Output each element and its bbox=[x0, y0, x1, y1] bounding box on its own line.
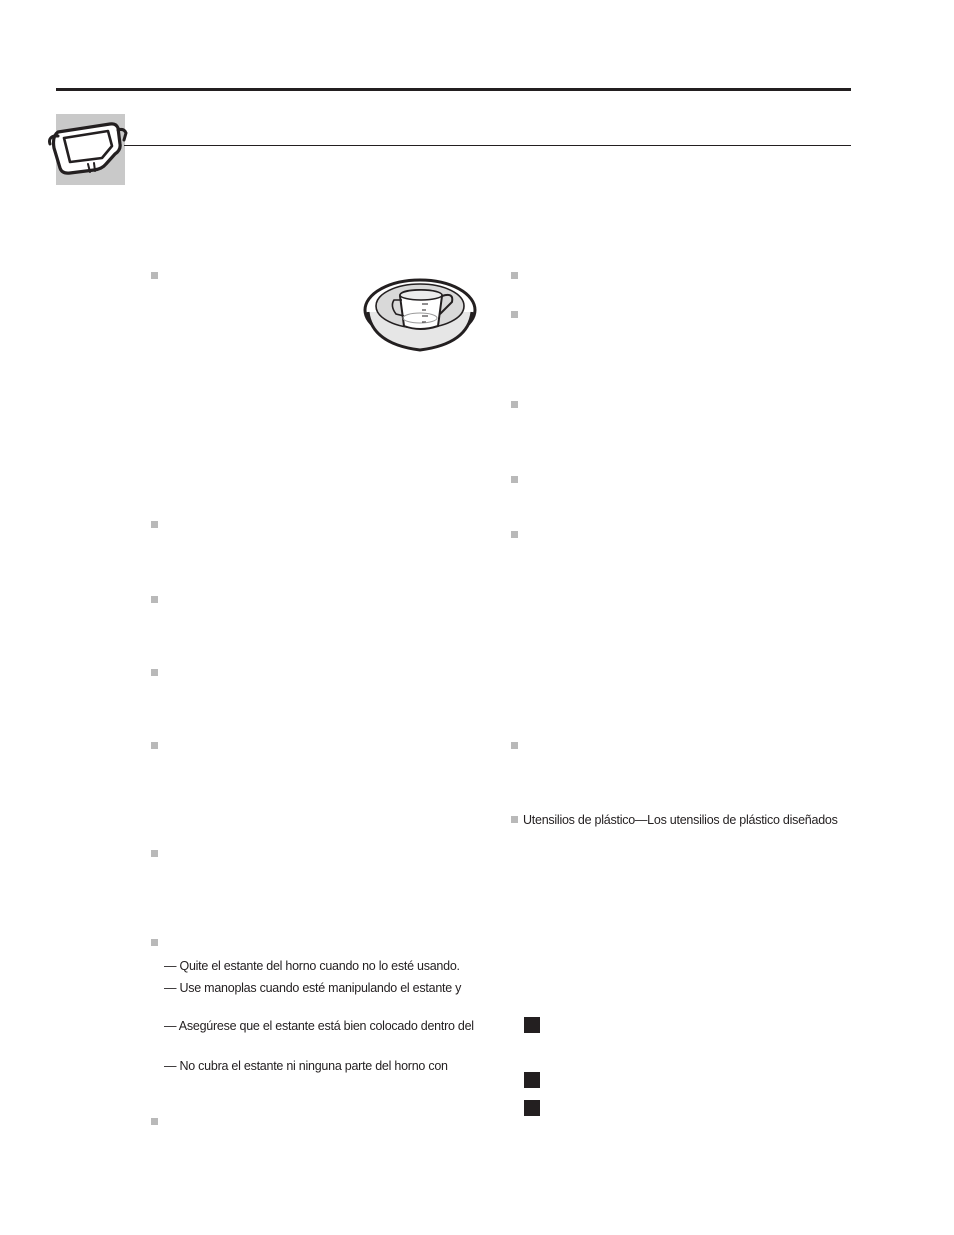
top-rule bbox=[56, 88, 851, 91]
rack-tip-do-not-cover: — No cubra el estante ni ninguna parte del horno con bbox=[164, 1059, 448, 1073]
step-marker bbox=[524, 1017, 540, 1033]
bullet-marker bbox=[511, 476, 518, 483]
plastic-utensils-text: Utensilios de plástico—Los utensilios de plástico diseñados bbox=[523, 813, 838, 827]
bullet-marker bbox=[151, 521, 158, 528]
bullet-marker bbox=[511, 272, 518, 279]
step-marker bbox=[524, 1072, 540, 1088]
rack-tip-remove-rack: — Quite el estante del horno cuando no lo esté usando. bbox=[164, 959, 460, 973]
section-rule bbox=[124, 145, 851, 146]
bullet-marker bbox=[511, 742, 518, 749]
bullet-marker bbox=[151, 596, 158, 603]
bullet-marker bbox=[151, 669, 158, 676]
bullet-marker bbox=[151, 742, 158, 749]
measuring-cup-in-bowl-icon bbox=[360, 274, 480, 356]
baking-dish-icon bbox=[48, 114, 132, 186]
bullet-marker bbox=[511, 531, 518, 538]
bullet-marker bbox=[511, 401, 518, 408]
bullet-marker bbox=[151, 272, 158, 279]
section-icon-box bbox=[56, 114, 125, 185]
bullet-marker bbox=[151, 939, 158, 946]
bullet-marker bbox=[511, 311, 518, 318]
bullet-marker bbox=[511, 816, 518, 823]
bullet-marker bbox=[151, 1118, 158, 1125]
step-marker bbox=[524, 1100, 540, 1116]
rack-tip-use-mitts: — Use manoplas cuando esté manipulando el estante y bbox=[164, 981, 462, 995]
bullet-marker bbox=[151, 850, 158, 857]
rack-tip-rack-position: — Asegúrese que el estante está bien colocado dentro del bbox=[164, 1019, 474, 1033]
